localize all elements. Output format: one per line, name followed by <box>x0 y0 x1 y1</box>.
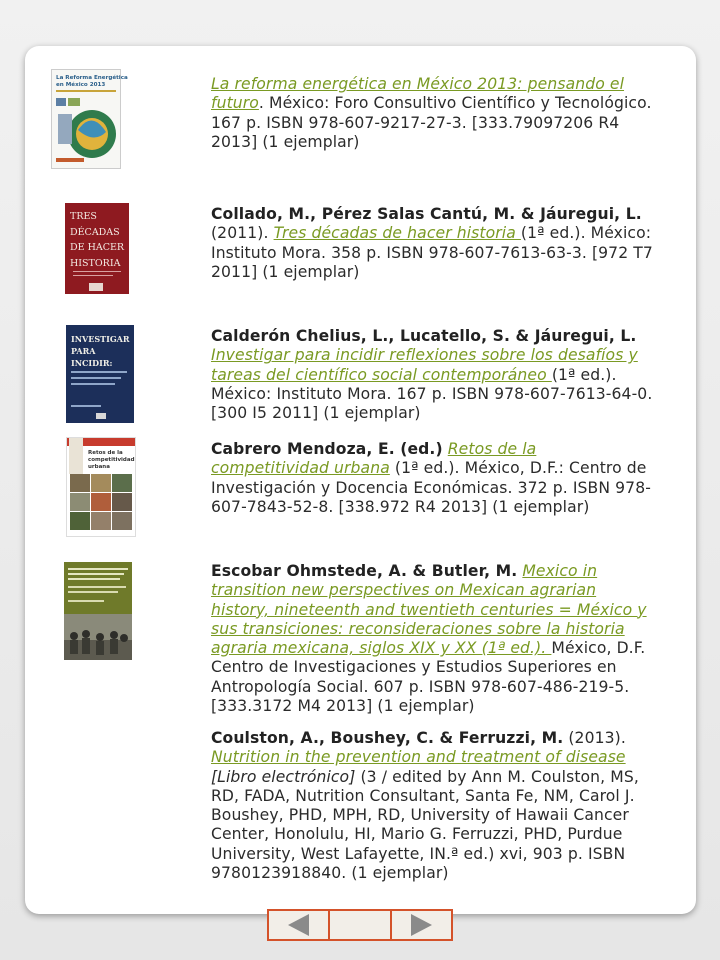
title-link[interactable]: La reforma energética en México 2013: pensando el futuro <box>211 75 625 113</box>
bibliography-entry-1 <box>211 75 659 152</box>
cover-title-line: PARA <box>71 346 96 356</box>
entry-authors: Cabrero Mendoza, E. (ed.) <box>211 440 443 458</box>
title-link[interactable]: Investigar para incidir reflexiones sobre los desafíos y tareas del científico social contemporáneo <box>211 346 638 384</box>
cover-title-line: competitividad <box>88 457 135 463</box>
entry-year: (2013). <box>563 729 626 747</box>
triangle-left-icon <box>284 913 314 937</box>
bibliography-entry-6 <box>211 729 659 883</box>
svg-text:La Reforma Energética: La Reforma Energética <box>56 75 128 81</box>
entry-authors: Coulston, A., Boushey, C. & Ferruzzi, M. <box>211 729 564 747</box>
bibliography-entry-3 <box>211 327 659 423</box>
title-link[interactable]: Nutrition in the prevention and treatment of disease <box>211 748 626 767</box>
cover-title-line: DÉCADAS <box>70 226 120 238</box>
entry-details: (1ª ed.). México, D.F.: Centro de Investigación y Docencia Económicas. 372 p. ISBN 978-607-7843-52-8. [338.972 R4 2013] (1 ejemplar) <box>211 459 651 516</box>
bibliography-entry-4 <box>211 440 659 517</box>
cover-title-line: DE HACER <box>70 242 125 253</box>
cover-title-line: INVESTIGAR <box>71 334 130 344</box>
cover-title-line: HISTORIA <box>70 257 121 269</box>
triangle-right-icon <box>406 913 436 937</box>
bibliography-entry-5 <box>211 562 659 716</box>
entry-year: (2011). <box>211 224 274 243</box>
bibliography-entry-2 <box>211 205 659 282</box>
entry-details: (3 / edited by Ann M. Coulston, MS, RD, FADA, Nutrition Consultant, Santa Fe, NM, Carol J. Boushey, PHD, MPH, RD, University of Hawaii Cancer Center, Honolulu, HI, Mario G. Ferruzzi, PHD, Purdue University, West Lafayette, IN.ª ed.) xvi, 903 p. ISBN 9780123918840. (1 ejemplar) <box>211 767 639 883</box>
book-cover-investigar-para-incidir[interactable] <box>66 325 134 423</box>
cover-title-line: urbana <box>88 464 110 470</box>
title-link[interactable]: Mexico in transition new perspectives on Mexican agrarian history, nineteenth and twentieth centuries = México y sus transiciones: reconsideraciones sobre la historia agraria mexicana, siglos XIX y XX (1ª ed.). <box>211 562 647 658</box>
entry-authors: Collado, M., Pérez Salas Cantú, M. & Jáuregui, L. <box>211 205 642 223</box>
book-cover-reforma-energetica[interactable] <box>51 69 128 169</box>
slide-navigation <box>267 909 453 941</box>
entry-authors: Calderón Chelius, L., Lucatello, S. & Jáuregui, L. <box>211 327 637 345</box>
entry-details: . México: Foro Consultivo Científico y Tecnológico. 167 p. ISBN 978-607-9217-27-3. [333.79097206 R4 2013] (1 ejemplar) <box>211 94 652 151</box>
home-slide-button[interactable] <box>328 909 391 941</box>
cover-title-line: Retos de la <box>88 450 123 456</box>
svg-text:en México 2013: en México 2013 <box>56 82 106 88</box>
title-link[interactable]: Tres décadas de hacer historia <box>273 224 521 243</box>
entry-authors: Escobar Ohmstede, A. & Butler, M. <box>211 562 518 580</box>
book-cover-tres-decadas[interactable] <box>65 203 129 294</box>
title-link[interactable]: Retos de la competitividad urbana <box>211 440 537 478</box>
book-cover-mexico-in-transition[interactable] <box>64 562 132 660</box>
cover-title-line: TRES <box>70 211 97 222</box>
previous-slide-button[interactable] <box>267 909 330 941</box>
entry-details: (1ª ed.). México: Instituto Mora. 358 p. ISBN 978-607-7613-63-3. [972 T7 2011] (1 ejemplar) <box>211 224 653 281</box>
entry-format: [Libro electrónico] <box>211 767 356 786</box>
entry-details: México, D.F. Centro de Investigaciones y Estudios Superiores en Antropología Social. 607 p. ISBN 978-607-486-219-5. [333.3172 M4 2013] (1 ejemplar) <box>211 639 646 716</box>
next-slide-button[interactable] <box>390 909 453 941</box>
entry-details: (1ª ed.). México: Instituto Mora. 167 p. ISBN 978-607-7613-64-0. [300 I5 2011] (1 ejemplar) <box>211 365 653 423</box>
book-cover-retos-competitividad[interactable] <box>66 437 136 537</box>
cover-title-line: INCIDIR: <box>71 358 113 368</box>
